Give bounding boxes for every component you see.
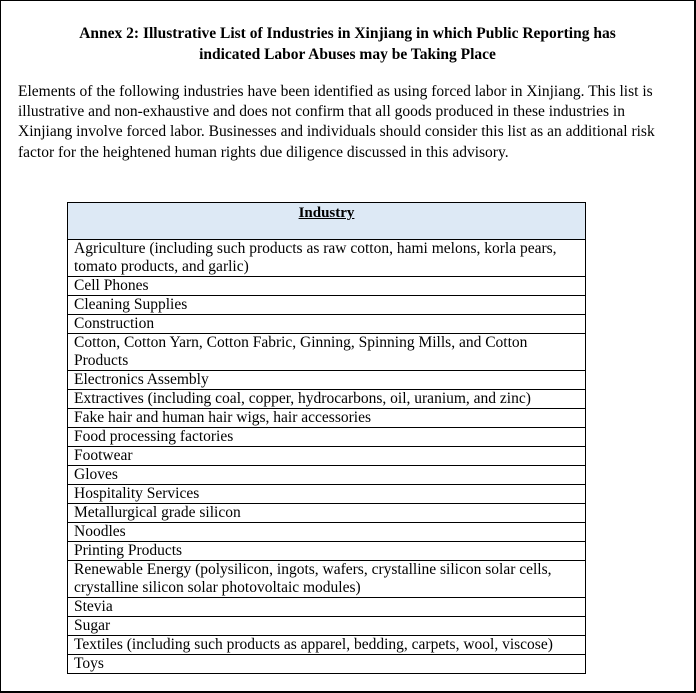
industry-cell: Agriculture (including such products as raw cotton, hami melons, korla pears, tomato products, and garlic) bbox=[68, 240, 586, 277]
industry-cell: Cotton, Cotton Yarn, Cotton Fabric, Ginning, Spinning Mills, and Cotton Products bbox=[68, 334, 586, 371]
annex-title-line-2: indicated Labor Abuses may be Taking Place bbox=[199, 46, 496, 63]
industry-cell: Construction bbox=[68, 315, 586, 334]
table-row bbox=[68, 636, 586, 655]
table-row bbox=[68, 240, 586, 277]
table-row bbox=[68, 296, 586, 315]
table-row bbox=[68, 428, 586, 447]
table-row bbox=[68, 598, 586, 617]
industry-column-header: Industry bbox=[68, 203, 586, 240]
industry-cell: Extractives (including coal, copper, hydrocarbons, oil, uranium, and zinc) bbox=[68, 390, 586, 409]
table-row bbox=[68, 561, 586, 598]
table-row bbox=[68, 542, 586, 561]
industry-cell: Footwear bbox=[68, 447, 586, 466]
table-row bbox=[68, 466, 586, 485]
industry-cell: Textiles (including such products as apparel, bedding, carpets, wool, viscose) bbox=[68, 636, 586, 655]
annex-title bbox=[31, 23, 664, 65]
industry-cell: Gloves bbox=[68, 466, 586, 485]
table-row bbox=[68, 617, 586, 636]
industry-cell: Toys bbox=[68, 655, 586, 674]
industry-cell: Stevia bbox=[68, 598, 586, 617]
table-row bbox=[68, 523, 586, 542]
annex-title-line-1: Annex 2: Illustrative List of Industries in Xinjiang in which Public Reporting has bbox=[79, 25, 616, 42]
industry-cell: Metallurgical grade silicon bbox=[68, 504, 586, 523]
table-row bbox=[68, 334, 586, 371]
industry-cell: Cell Phones bbox=[68, 277, 586, 296]
table-row bbox=[68, 485, 586, 504]
table-header-row bbox=[68, 203, 586, 240]
table-row bbox=[68, 315, 586, 334]
industry-cell: Electronics Assembly bbox=[68, 371, 586, 390]
industry-table bbox=[67, 202, 586, 674]
table-row bbox=[68, 390, 586, 409]
industry-cell: Noodles bbox=[68, 523, 586, 542]
table-row bbox=[68, 371, 586, 390]
table-row bbox=[68, 447, 586, 466]
industry-cell: Printing Products bbox=[68, 542, 586, 561]
industry-cell: Renewable Energy (polysilicon, ingots, wafers, crystalline silicon solar cells, crystalline silicon solar photovoltaic modules) bbox=[68, 561, 586, 598]
industry-cell: Food processing factories bbox=[68, 428, 586, 447]
industry-cell: Sugar bbox=[68, 617, 586, 636]
table-row bbox=[68, 655, 586, 674]
table-row bbox=[68, 504, 586, 523]
industry-cell: Fake hair and human hair wigs, hair accessories bbox=[68, 409, 586, 428]
table-row bbox=[68, 409, 586, 428]
intro-paragraph: Elements of the following industries have been identified as using forced labor in Xinjiang. This list is illustrative and non-exhaustive and does not confirm that all goods produced in these industries in Xinjiang involve forced labor. Businesses and individuals should consider this list as an additional risk factor for the heightened human rights due diligence discussed in this advisory. bbox=[18, 83, 655, 161]
table-row bbox=[68, 277, 586, 296]
industry-cell: Cleaning Supplies bbox=[68, 296, 586, 315]
industry-cell: Hospitality Services bbox=[68, 485, 586, 504]
